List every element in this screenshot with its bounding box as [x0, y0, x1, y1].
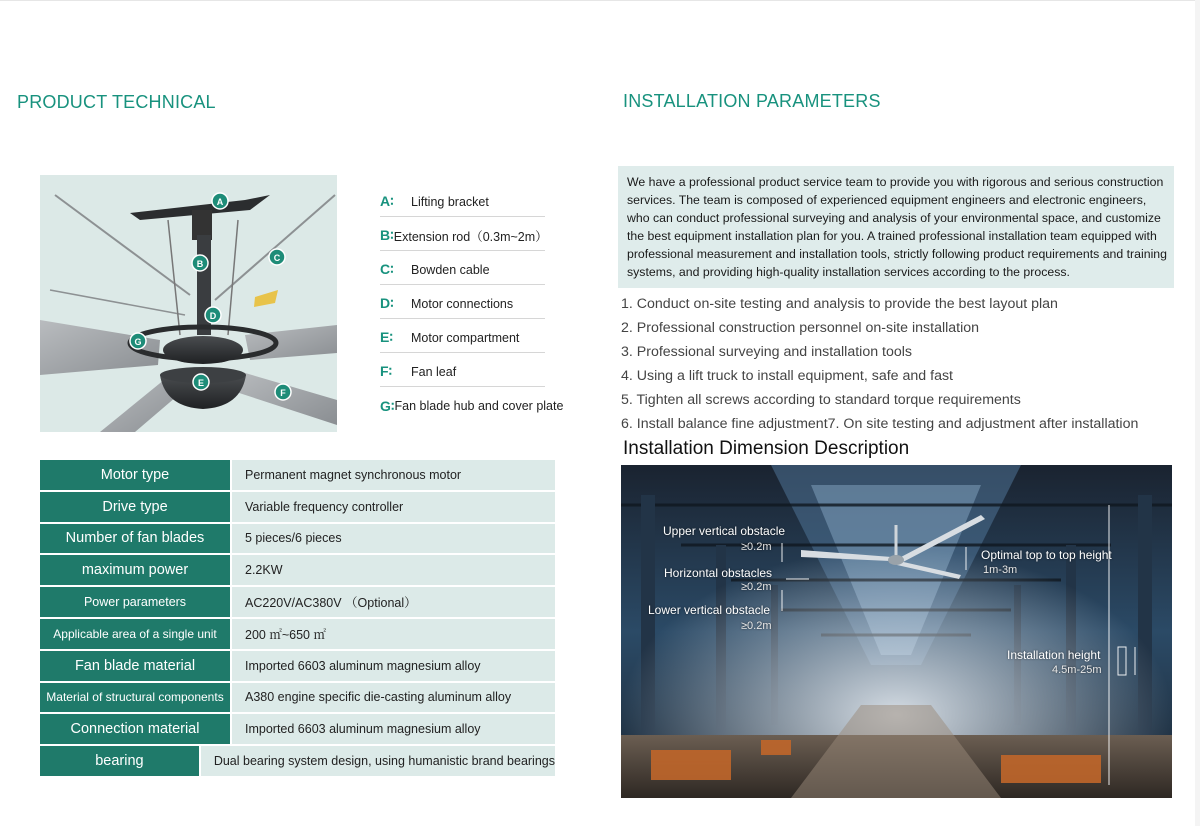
- table-row: [40, 714, 555, 746]
- legend-letter: C∶: [380, 261, 394, 277]
- spec-label: Power parameters: [40, 587, 232, 617]
- installation-height-value: 4.5m-25m: [1052, 664, 1102, 676]
- legend-item: [380, 217, 548, 251]
- top-divider: [0, 0, 1200, 1]
- callout-f: [275, 384, 291, 400]
- table-row: [40, 555, 555, 587]
- legend-letter: G∶: [380, 397, 395, 414]
- legend-item: [380, 319, 545, 353]
- optimal-height-value: 1m-3m: [983, 564, 1018, 576]
- upper-obstacle-value: ≥0.2m: [741, 541, 772, 553]
- spec-label: Motor type: [40, 460, 232, 490]
- fan-illustration: [40, 175, 337, 432]
- legend-letter: F∶: [380, 363, 393, 379]
- spec-value: Variable frequency controller: [232, 492, 555, 522]
- table-row: [40, 619, 555, 651]
- fan-leaf-tip: [254, 290, 278, 307]
- spec-label: Number of fan blades: [40, 524, 232, 554]
- table-row: [40, 651, 555, 683]
- spec-table: [40, 460, 555, 778]
- spec-label: Drive type: [40, 492, 232, 522]
- lower-obstacle-value: ≥0.2m: [741, 620, 772, 632]
- legend-letter: D∶: [380, 295, 394, 311]
- service-intro: We have a professional product service team to provide you with rigorous and serious construction services. The team is composed of experienced equipment engineers and electronic engineers, who can conduct professional surveying and analysis of your environmental space, and customize the best equipment installation plan for you. A trained professional installation team equipped with professional measurement and installation tools, strictly following product requirements and training systems, and providing high-quality installation services according to the process.: [618, 166, 1174, 288]
- spec-value: A380 engine specific die-casting aluminum alloy: [232, 683, 555, 713]
- spec-label: Connection material: [40, 714, 232, 744]
- svg-text:E: E: [197, 378, 205, 388]
- callout-b: [192, 255, 208, 271]
- spec-label: Fan blade material: [40, 651, 232, 681]
- legend-item: [380, 251, 545, 285]
- list-item: 1. Conduct on-site testing and analysis to provide the best layout plan: [621, 296, 1058, 312]
- spec-value: Imported 6603 aluminum magnesium alloy: [232, 651, 555, 681]
- table-row: [40, 492, 555, 524]
- legend-label: Motor connections: [411, 296, 514, 311]
- svg-text:B: B: [196, 259, 204, 269]
- legend-item: [380, 387, 564, 421]
- horizontal-obstacle-label: Horizontal obstacles: [664, 566, 773, 580]
- dimension-title: Installation Dimension Description: [623, 438, 910, 459]
- svg-text:A: A: [216, 197, 224, 207]
- installation-parameters-title: INSTALLATION PARAMETERS: [623, 91, 881, 111]
- hub-cover: [163, 336, 243, 364]
- legend-item: [380, 183, 545, 217]
- table-row: [40, 460, 555, 492]
- legend-label: Bowden cable: [411, 262, 490, 277]
- spec-label: bearing: [40, 746, 201, 776]
- legend-label: Fan leaf: [411, 364, 457, 379]
- legend-label: Extension rod（0.3m~2m）: [393, 229, 548, 244]
- table-row: [40, 746, 555, 778]
- rod-wire-left: [168, 220, 180, 335]
- bowden-cable-lower: [50, 290, 185, 315]
- legend-letter: A∶: [380, 193, 394, 209]
- svg-text:C: C: [273, 253, 281, 263]
- spec-value: 5 pieces/6 pieces: [232, 524, 555, 554]
- upper-obstacle-label: Upper vertical obstacle: [663, 524, 786, 538]
- callout-a: [212, 193, 228, 209]
- callout-g: [130, 333, 146, 349]
- table-row: [40, 587, 555, 619]
- callout-c: [269, 249, 285, 265]
- legend-label: Motor compartment: [411, 330, 520, 345]
- list-item: 5. Tighten all screws according to standard torque requirements: [621, 392, 1021, 408]
- list-item: 6. Install balance fine adjustment7. On site testing and adjustment after installation: [621, 416, 1139, 432]
- list-item: 4. Using a lift truck to install equipment, safe and fast: [621, 368, 953, 384]
- parts-legend: [380, 183, 564, 421]
- spec-label: Applicable area of a single unit: [40, 619, 232, 649]
- spec-value: 200 ㎡~650 ㎡: [232, 619, 555, 649]
- installation-steps: [621, 292, 1181, 436]
- callout-e: [193, 374, 209, 390]
- warehouse-photo: [621, 465, 1172, 798]
- list-item: 2. Professional construction personnel on-site installation: [621, 320, 980, 336]
- rod-wire-right: [228, 220, 238, 335]
- svg-text:F: F: [280, 388, 286, 398]
- legend-item: [380, 285, 545, 319]
- spec-label: Material of structural components: [40, 683, 232, 713]
- table-row: [40, 524, 555, 556]
- spec-value: Imported 6603 aluminum magnesium alloy: [232, 714, 555, 744]
- legend-label: Lifting bracket: [411, 194, 489, 209]
- svg-text:G: G: [134, 337, 142, 347]
- callout-d: [205, 307, 221, 323]
- installation-height-label: Installation height: [1007, 648, 1101, 662]
- table-row: [40, 683, 555, 715]
- spec-value: AC220V/AC380V （Optional）: [232, 587, 555, 617]
- legend-label: Fan blade hub and cover plate: [394, 399, 564, 413]
- optimal-height-label: Optimal top to top height: [981, 548, 1112, 562]
- spec-value: 2.2KW: [232, 555, 555, 585]
- svg-text:D: D: [209, 311, 217, 321]
- page-edge: [1195, 0, 1200, 826]
- spec-value: Dual bearing system design, using humanistic brand bearings: [201, 746, 555, 776]
- list-item: 3. Professional surveying and installation tools: [621, 344, 913, 360]
- product-technical-title: PRODUCT TECHNICAL: [17, 92, 216, 112]
- legend-item: [380, 353, 545, 387]
- horizontal-obstacle-value: ≥0.2m: [741, 581, 772, 593]
- warehouse-illustration: [621, 465, 1172, 798]
- lower-obstacle-label: Lower vertical obstacle: [648, 603, 771, 617]
- fan-diagram: [40, 175, 337, 432]
- legend-letter: E∶: [380, 329, 393, 345]
- spec-value: Permanent magnet synchronous motor: [232, 460, 555, 490]
- spec-label: maximum power: [40, 555, 232, 585]
- legend-letter: B∶: [380, 227, 394, 243]
